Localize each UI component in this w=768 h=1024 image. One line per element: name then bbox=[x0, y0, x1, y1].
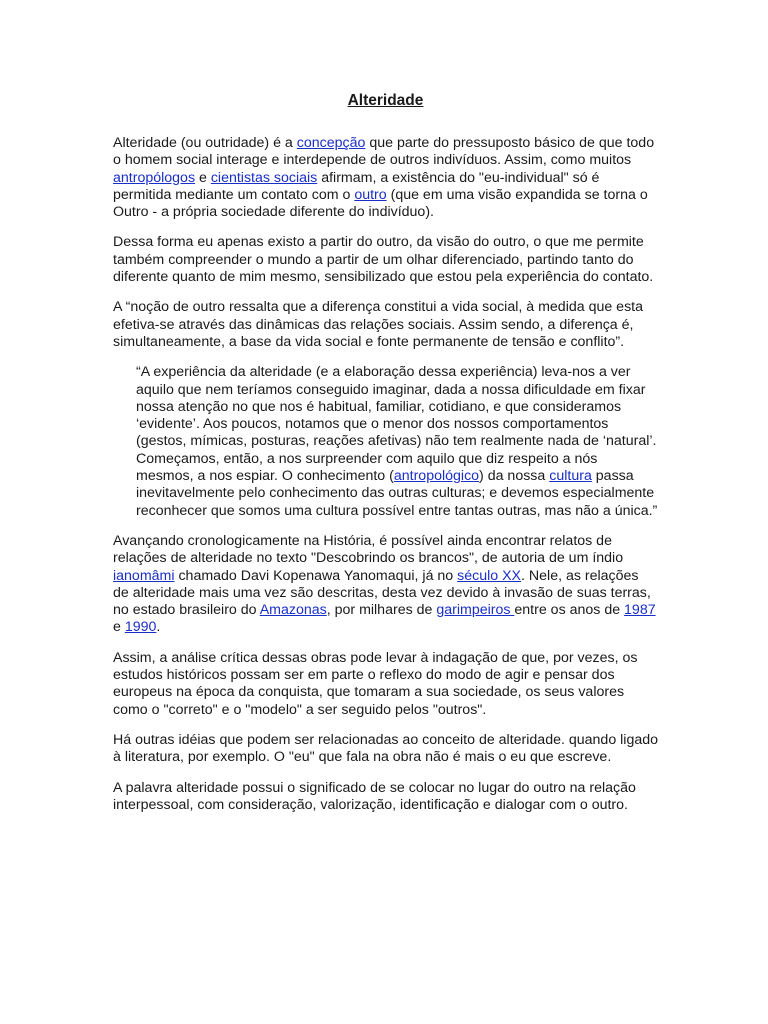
text-run: . bbox=[156, 619, 161, 636]
link-cientistas-sociais[interactable]: cientistas sociais bbox=[210, 169, 318, 186]
block-quote bbox=[136, 364, 658, 520]
paragraph-difference: A “noção de outro ressalta que a diferença constitui a vida social, à medida que esta efetiva-se através das dinâmicas das relações sociais. Assim sendo, a diferença é, simultaneamente, a base da vida social e fonte permanente de tensão e conflito”. bbox=[113, 299, 643, 350]
text-run: chamado Davi Kopenawa Yanomaqui, já no bbox=[174, 567, 458, 584]
link-concepcao[interactable]: concepção bbox=[296, 135, 366, 151]
paragraph-existence: Dessa forma eu apenas existo a partir do outro, da visão do outro, o que me permite também compreender o mundo a partir de um olhar diferenciado, partindo tanto do diferente quanto de mim mesmo, sensibilizado que estou pela experiência do contato. bbox=[113, 234, 654, 286]
link-amazonas[interactable]: Amazonas bbox=[259, 602, 327, 619]
text-run: entre os anos de bbox=[514, 602, 625, 619]
text-run: . Nele, as relações de alteridade mais uma vez são descritas, desta vez devido à invasão de suas terras, no estado brasileiro do bbox=[113, 567, 651, 619]
text-run: passa inevitavelmente pelo conhecimento das outras culturas; e devemos especialmente reconhecer que somos uma cultura possível entre tantas outras, mas não a única.” bbox=[136, 468, 658, 519]
document-page bbox=[113, 92, 658, 827]
link-1987[interactable]: 1987 bbox=[624, 602, 656, 619]
text-run: Alteridade (ou outridade) é a bbox=[113, 135, 297, 151]
link-outro[interactable]: outro bbox=[354, 186, 387, 203]
link-antropologico[interactable]: antropológico bbox=[393, 468, 480, 485]
page-title: Alteridade bbox=[347, 92, 424, 109]
paragraph-literature: Há outras idéias que podem ser relacionadas ao conceito de alteridade. quando ligado à literatura, por exemplo. O "eu" que fala na obra não é mais o eu que escreve. bbox=[113, 731, 659, 766]
text-run: “A experiência da alteridade (e a elaboração dessa experiência) leva-nos a ver aquilo que nem teríamos conseguido imaginar, dada a nossa dificuldade em fixar nossa atenção no que nos é habitual, familiar, cotidiano, e que consideramos ‘evidente’. Aos poucos, notamos que o menor dos nossos comportamentos (gestos, mímicas, posturas, reações afetivas) não tem realmente nada de ‘natural’. Começamos, então, a nos surpreender com aquilo que diz respeito a nós mesmos, a nos espiar. O conhecimento ( bbox=[136, 364, 657, 485]
link-garimpeiros[interactable]: garimpeiros bbox=[436, 602, 515, 619]
text-run: Avançando cronologicamente na História, é possível ainda encontrar relatos de relações de alteridade no texto "Descobrindo os brancos", de autoria de um índio bbox=[113, 532, 624, 567]
text-run: , por milhares de bbox=[326, 602, 437, 619]
link-seculo-xx[interactable]: século XX bbox=[457, 567, 522, 584]
link-antropologos[interactable]: antropólogos bbox=[113, 169, 196, 186]
link-ianomami[interactable]: ianomâmi bbox=[113, 567, 175, 584]
paragraph-analysis: Assim, a análise crítica dessas obras pode levar à indagação de que, por vezes, os estudos históricos possam ser em parte o reflexo do modo de agir e pensar dos europeus na época da conquista, que tomaram a sua sociedade, os seus valores como o "correto" e o "modelo" a ser seguido pelos "outros". bbox=[113, 649, 638, 718]
text-run: e bbox=[195, 169, 211, 186]
text-run: que parte do pressuposto básico de que todo o homem social interage e interdepende de outros indivíduos. Assim, como muitos bbox=[113, 135, 655, 169]
text-run: (que em uma visão expandida se torna o Outro - a própria sociedade diferente do indivíduo). bbox=[113, 186, 648, 221]
paragraph-definition bbox=[113, 135, 658, 221]
link-cultura[interactable]: cultura bbox=[549, 468, 592, 485]
text-run: afirmam, a existência do "eu-individual" só é permitida mediante um contato com o bbox=[113, 169, 600, 203]
text-run: e bbox=[113, 619, 125, 636]
paragraph-history bbox=[113, 533, 658, 637]
text-run: ) da nossa bbox=[479, 468, 550, 485]
paragraph-meaning: A palavra alteridade possui o significado de se colocar no lugar do outro na relação interpessoal, com consideração, valorização, identificação e dialogar com o outro. bbox=[113, 779, 636, 813]
link-1990[interactable]: 1990 bbox=[124, 619, 157, 636]
